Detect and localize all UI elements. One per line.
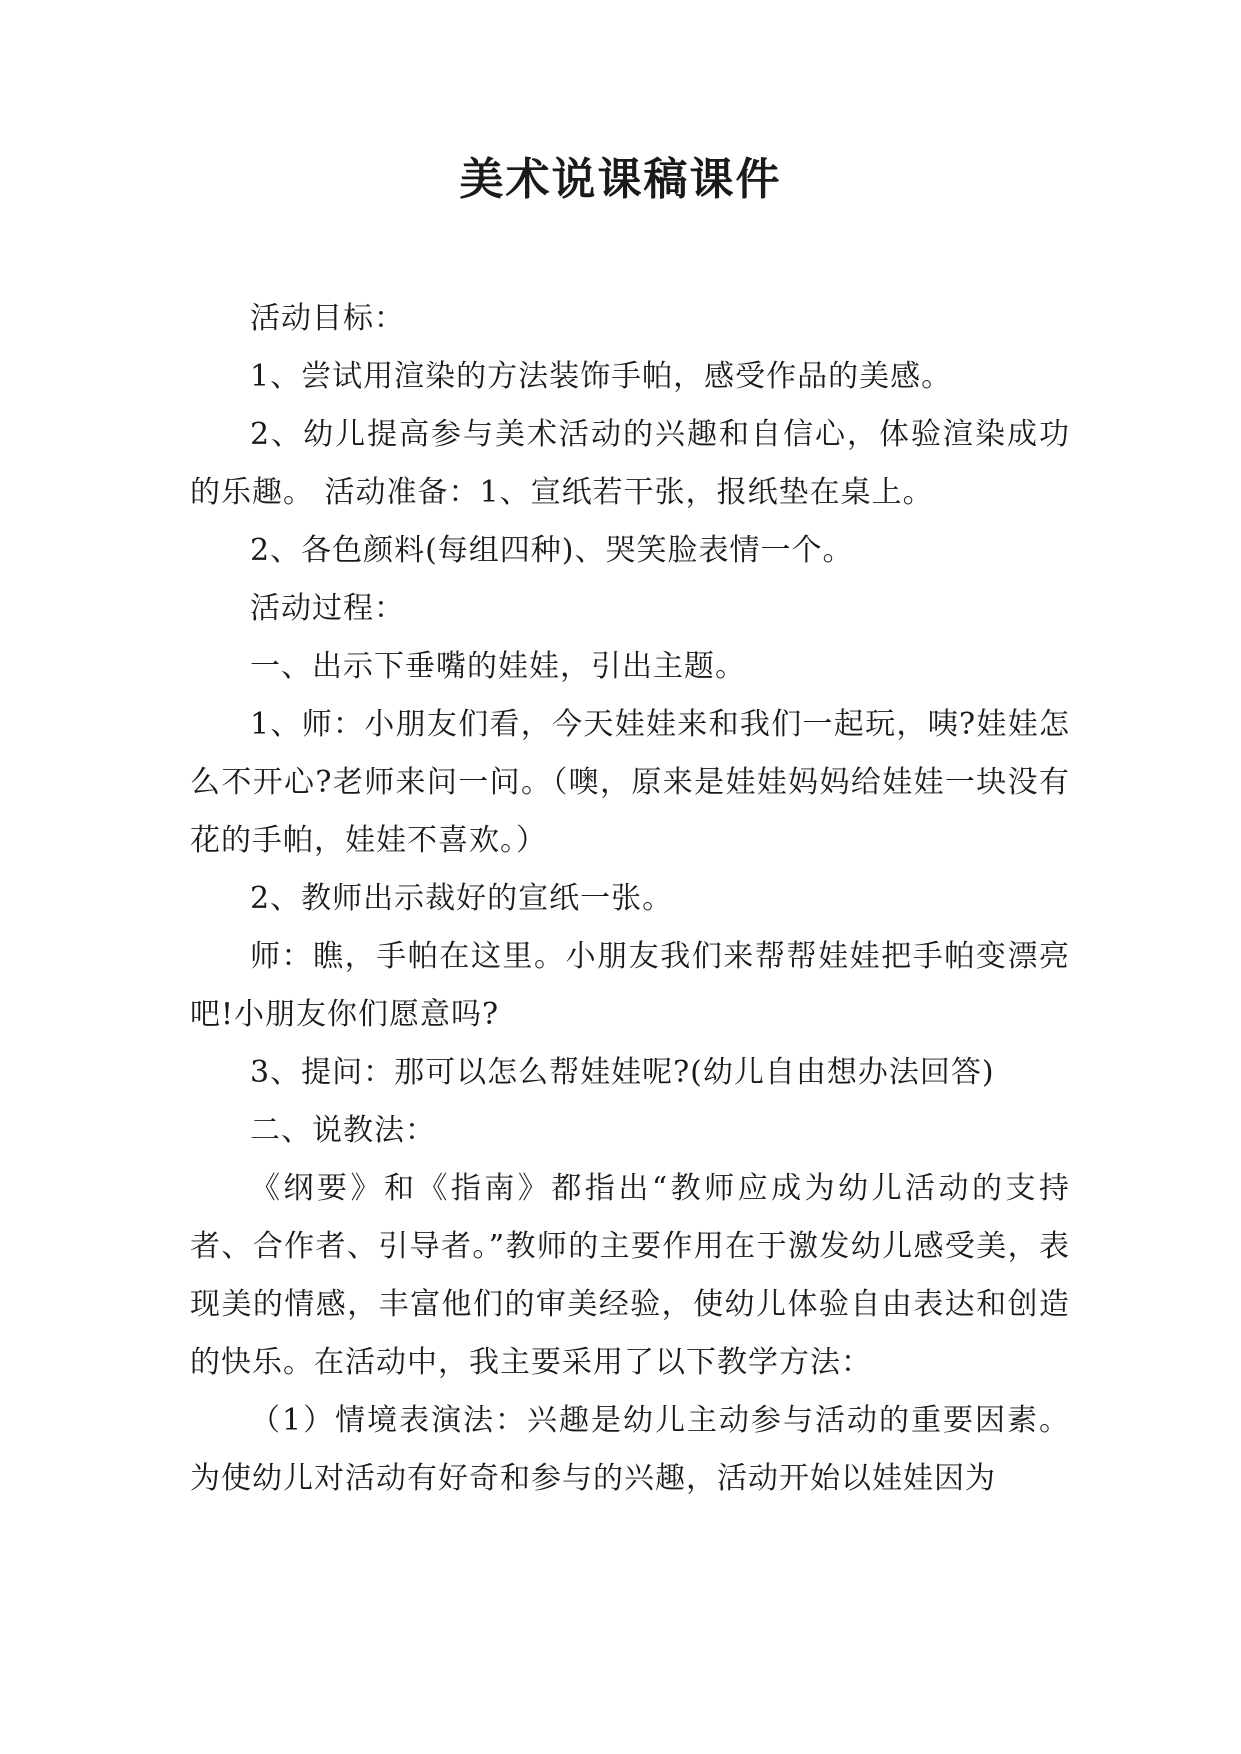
- paragraph: 2、教师出示裁好的宣纸一张。: [250, 881, 674, 916]
- document-title: 美术说课稿课件: [459, 154, 782, 205]
- document-body: [190, 290, 1070, 1508]
- paragraph: 活动过程：: [250, 591, 405, 626]
- paragraph: 1、尝试用渲染的方法装饰手帕，感受作品的美感。: [250, 359, 953, 394]
- paragraph: 1、师：小朋友们看，今天娃娃来和我们一起玩，咦?娃娃怎么不开心?老师来问一问。（噢，原来是娃娃妈妈给娃娃一块没有花的手帕，娃娃不喜欢。）: [190, 707, 1070, 858]
- paragraph: 《纲要》和《指南》都指出“教师应成为幼儿活动的支持者、合作者、引导者。”教师的主要作用在于激发幼儿感受美，表现美的情感，丰富他们的审美经验，使幼儿体验自由表达和创造的快乐。在活动中，我主要采用了以下教学方法：: [190, 1171, 1070, 1380]
- paragraph: 师：瞧，手帕在这里。小朋友我们来帮帮娃娃把手帕变漂亮吧!小朋友你们愿意吗?: [190, 939, 1070, 1032]
- paragraph: 二、说教法：: [250, 1113, 436, 1148]
- paragraph: 活动目标：: [250, 301, 405, 336]
- paragraph: （1）情境表演法：兴趣是幼儿主动参与活动的重要因素。为使幼儿对活动有好奇和参与的兴趣，活动开始以娃娃因为: [190, 1403, 1070, 1496]
- paragraph: 3、提问：那可以怎么帮娃娃呢?(幼儿自由想办法回答): [250, 1055, 995, 1090]
- paragraph: 一、出示下垂嘴的娃娃，引出主题。: [250, 649, 746, 684]
- paragraph: 2、各色颜料(每组四种)、哭笑脸表情一个。: [250, 533, 854, 568]
- paragraph: 2、幼儿提高参与美术活动的兴趣和自信心，体验渲染成功的乐趣。 活动准备：1、宣纸若干张，报纸垫在桌上。: [190, 417, 1070, 510]
